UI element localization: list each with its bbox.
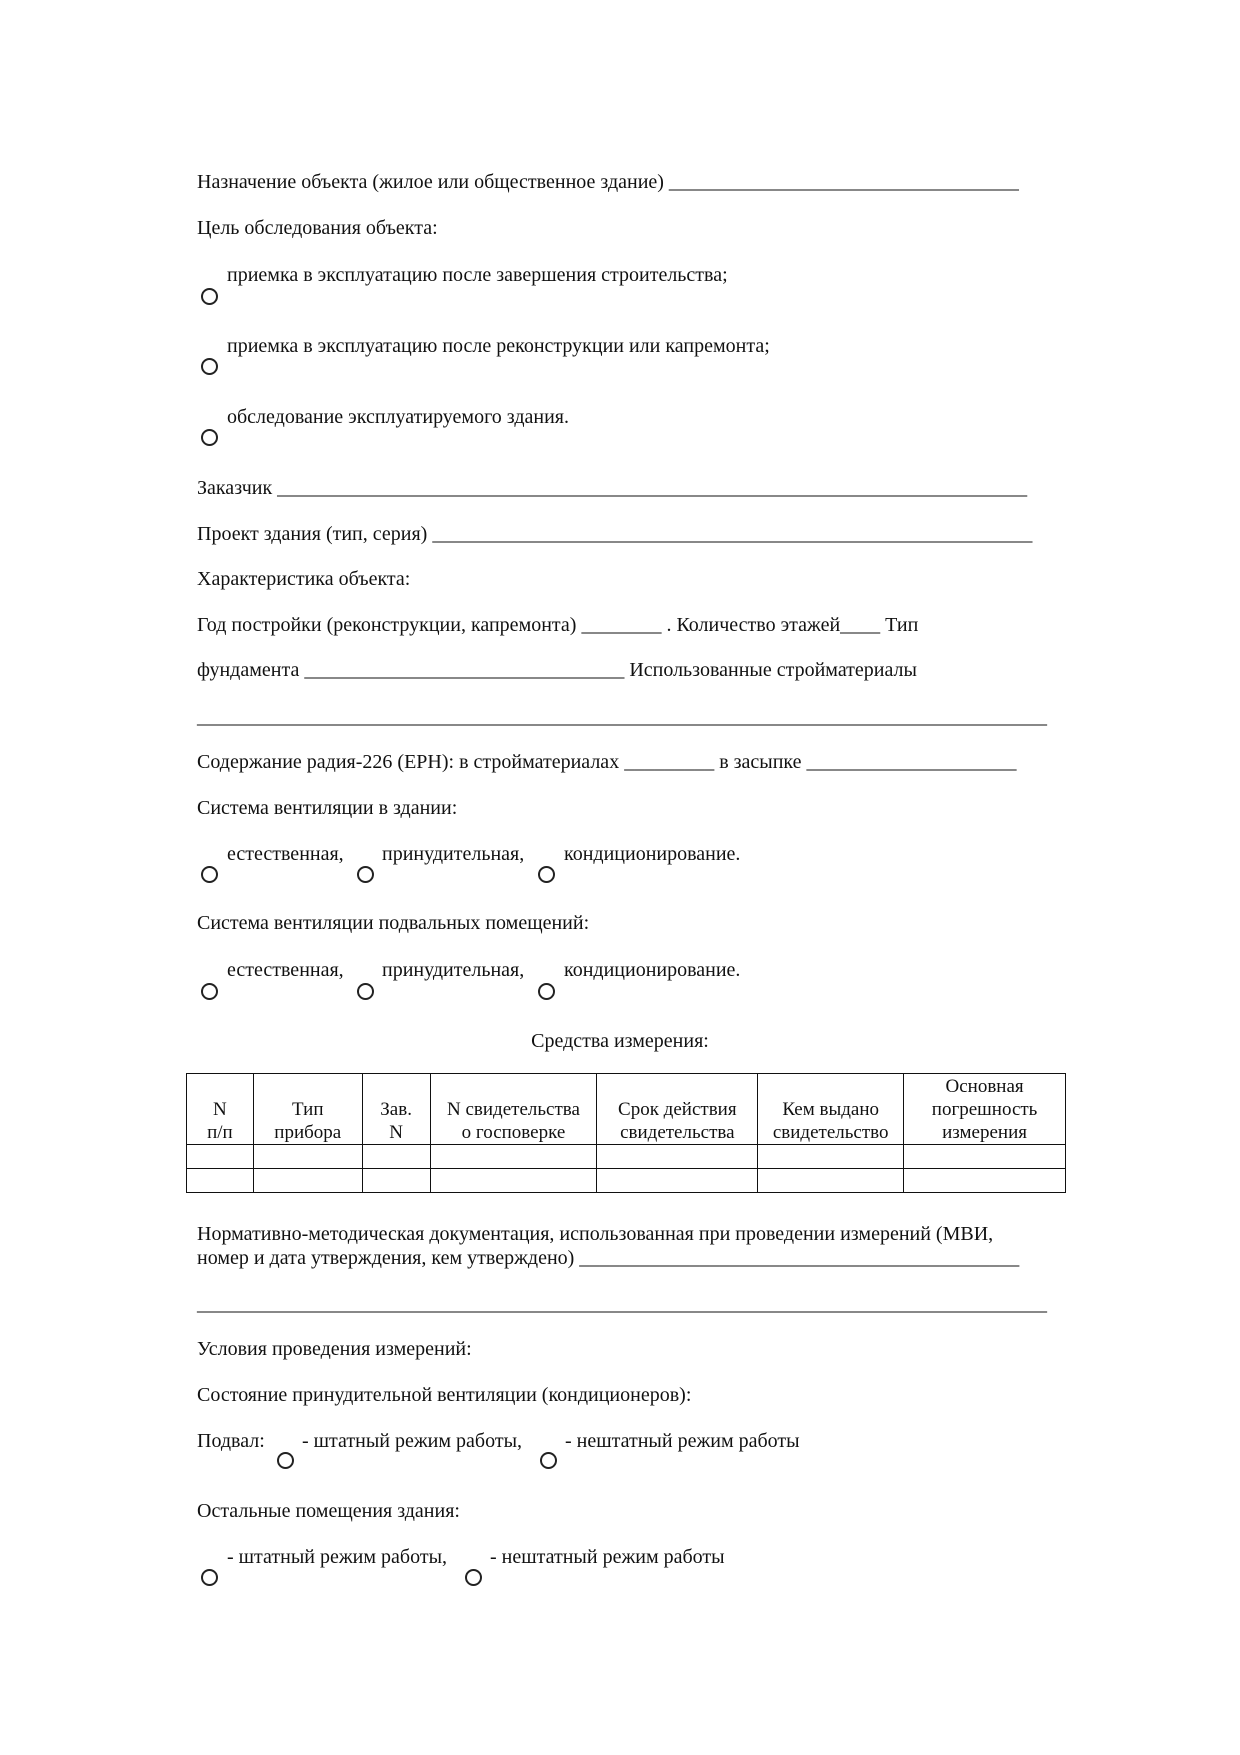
- vent-building-ac: кондиционирование.: [564, 843, 741, 865]
- vent-basement-natural: естественная,: [227, 959, 344, 981]
- normative-line-2[interactable]: номер и дата утверждения, кем утверждено) ____________________________________________: [197, 1247, 1020, 1269]
- col-header-error: Основная погрешность измерения: [904, 1074, 1066, 1145]
- goal-radio-inspection[interactable]: [201, 429, 218, 446]
- basement-abnormal-mode: - нештатный режим работы: [565, 1430, 800, 1452]
- vent-building-natural: естественная,: [227, 843, 344, 865]
- project-line[interactable]: Проект здания (тип, серия) ____________________________________________________________: [197, 523, 1033, 545]
- materials-blank-line[interactable]: _____________________________________________________________________________________: [197, 706, 1047, 728]
- basement-radio-abnormal[interactable]: [540, 1452, 557, 1469]
- conditions-label: Условия проведения измерений:: [197, 1338, 472, 1360]
- col-header-serial: Зав. N: [362, 1074, 430, 1145]
- other-rooms-radio-abnormal[interactable]: [465, 1569, 482, 1586]
- basement-normal-mode: - штатный режим работы,: [302, 1430, 523, 1452]
- vent-basement-label: Система вентиляции подвальных помещений:: [197, 912, 590, 934]
- table-cell[interactable]: [758, 1169, 904, 1193]
- table-cell[interactable]: [597, 1145, 758, 1169]
- table-cell[interactable]: [597, 1169, 758, 1193]
- forced-vent-label: Состояние принудительной вентиляции (кондиционеров):: [197, 1384, 692, 1406]
- characteristics-label: Характеристика объекта:: [197, 568, 411, 590]
- table-cell[interactable]: [904, 1169, 1066, 1193]
- col-header-number: N п/п: [187, 1074, 254, 1145]
- goal-option-reconstruction: приемка в эксплуатацию после реконструкции или капремонта;: [227, 335, 770, 357]
- col-header-device-type: Тип прибора: [253, 1074, 362, 1145]
- table-cell[interactable]: [362, 1145, 430, 1169]
- vent-building-forced: принудительная,: [382, 843, 525, 865]
- foundation-line[interactable]: фундамента ________________________________ Использованные стройматериалы: [197, 659, 917, 681]
- customer-line[interactable]: Заказчик ___________________________________________________________________________: [197, 477, 1028, 499]
- vent-basement-radio-natural[interactable]: [201, 983, 218, 1000]
- vent-basement-forced: принудительная,: [382, 959, 525, 981]
- other-rooms-label: Остальные помещения здания:: [197, 1500, 460, 1522]
- other-rooms-normal-mode: - штатный режим работы,: [227, 1546, 448, 1568]
- vent-basement-radio-forced[interactable]: [357, 983, 374, 1000]
- radium-line[interactable]: Содержание радия-226 (ЕРН): в стройматериалах _________ в засыпке _____________________: [197, 751, 1017, 773]
- goal-label: Цель обследования объекта:: [197, 217, 438, 239]
- col-header-validity: Срок действия свидетельства: [597, 1074, 758, 1145]
- table-cell[interactable]: [758, 1145, 904, 1169]
- table-row: [187, 1169, 1066, 1193]
- vent-basement-ac: кондиционирование.: [564, 959, 741, 981]
- table-cell[interactable]: [253, 1145, 362, 1169]
- year-floors-line[interactable]: Год постройки (реконструкции, капремонта) ________ . Количество этажей____ Тип: [197, 614, 919, 636]
- table-cell[interactable]: [904, 1145, 1066, 1169]
- instruments-title: Средства измерения:: [531, 1030, 709, 1052]
- table-header-row: [187, 1074, 1066, 1145]
- normative-blank-line[interactable]: _____________________________________________________________________________________: [197, 1293, 1047, 1315]
- table-cell[interactable]: [187, 1145, 254, 1169]
- normative-line-1: Нормативно-методическая документация, использованная при проведении измерений (МВИ,: [197, 1223, 994, 1245]
- table-cell[interactable]: [253, 1169, 362, 1193]
- table-cell[interactable]: [362, 1169, 430, 1193]
- vent-building-radio-natural[interactable]: [201, 866, 218, 883]
- table-cell[interactable]: [430, 1145, 597, 1169]
- vent-building-radio-forced[interactable]: [357, 866, 374, 883]
- vent-basement-radio-ac[interactable]: [538, 983, 555, 1000]
- basement-label: Подвал:: [197, 1430, 265, 1452]
- table-cell[interactable]: [430, 1169, 597, 1193]
- table-cell[interactable]: [187, 1169, 254, 1193]
- goal-option-inspection: обследование эксплуатируемого здания.: [227, 406, 569, 428]
- other-rooms-radio-normal[interactable]: [201, 1569, 218, 1586]
- col-header-issuer: Кем выдано свидетельство: [758, 1074, 904, 1145]
- col-header-certificate: N свидетельства о госповерке: [430, 1074, 597, 1145]
- basement-radio-normal[interactable]: [277, 1452, 294, 1469]
- goal-radio-reconstruction[interactable]: [201, 358, 218, 375]
- table-row: [187, 1145, 1066, 1169]
- goal-radio-construction[interactable]: [201, 288, 218, 305]
- purpose-line[interactable]: Назначение объекта (жилое или общественное здание) ___________________________________: [197, 171, 1019, 193]
- vent-building-label: Система вентиляции в здании:: [197, 797, 458, 819]
- vent-building-radio-ac[interactable]: [538, 866, 555, 883]
- goal-option-construction: приемка в эксплуатацию после завершения строительства;: [227, 264, 728, 286]
- other-rooms-abnormal-mode: - нештатный режим работы: [490, 1546, 725, 1568]
- instruments-table: [186, 1073, 1066, 1193]
